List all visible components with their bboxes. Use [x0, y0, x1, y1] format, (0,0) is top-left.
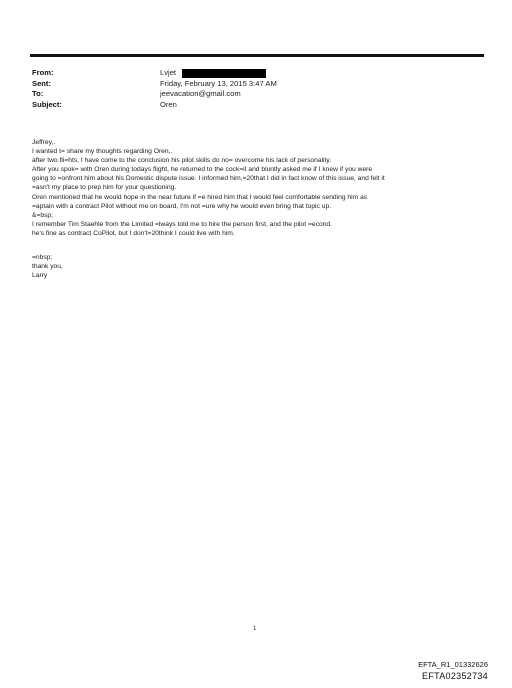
closing-line: =nbsp; — [32, 254, 53, 262]
greeting: Jeffrey,. — [32, 139, 56, 146]
body-line: going to =onfront him about his Domestic dispute issue. I informed him,=20that I did in fact know of this issue, and felt it — [32, 175, 385, 183]
body-line: he's fine as contract CoPilot, but I don't=20think I could live with him. — [32, 229, 235, 237]
subject-value: Oren — [160, 99, 177, 109]
to-row — [32, 89, 472, 100]
subject-label: Subject: — [32, 99, 62, 109]
subject-row — [32, 100, 472, 111]
page-number: 1 — [253, 626, 257, 632]
closing-line: thank you, — [32, 263, 63, 271]
body-line: After you spok= with Oren during todays flight, he returned to the cock=it and bluntly asked me if I knew if you were — [32, 166, 373, 174]
sent-row — [32, 79, 472, 90]
to-label: To: — [32, 89, 44, 98]
redaction-block — [182, 69, 266, 78]
body-line: =asn't my place to prep him for your questioning. — [32, 184, 177, 192]
body-line: I remember Tim Staehle from the Limited =lways told me to hire the person first, and the pilot =econd. — [32, 220, 332, 228]
body-line: after two fli=hts, I have come to the conclusion his pilot skills do no= overcome his lack of personality. — [32, 157, 332, 165]
body-line: =aptain with a contract Pilot without me on board, I'm not =ure why he would even bring that topic up. — [32, 202, 332, 210]
from-value-wrap — [160, 68, 472, 79]
body-line: Oren mentioned that he would hope in the near future if =e hired him that I would feel comfortable sending him as — [32, 193, 368, 201]
signature: Larry — [32, 272, 48, 280]
sent-label: Sent: — [32, 78, 51, 88]
paragraph-gap — [32, 238, 482, 253]
email-header — [32, 68, 472, 110]
to-value: jeevacation@gmail.com — [160, 89, 241, 98]
header-divider — [30, 54, 484, 57]
from-value: Lvjet — [160, 68, 177, 77]
body-line: I wanted t= share my thoughts regarding Oren,. — [32, 148, 173, 156]
from-label: From: — [32, 68, 54, 77]
body-line: &=bsp; — [32, 211, 54, 219]
bates-number-primary: EFTA_R1_01332626 — [418, 660, 488, 669]
email-body — [32, 138, 482, 280]
from-row — [32, 68, 472, 79]
bates-number-secondary: EFTA02352734 — [422, 671, 488, 681]
sent-value: Friday, February 13, 2015 3:47 AM — [160, 78, 277, 88]
